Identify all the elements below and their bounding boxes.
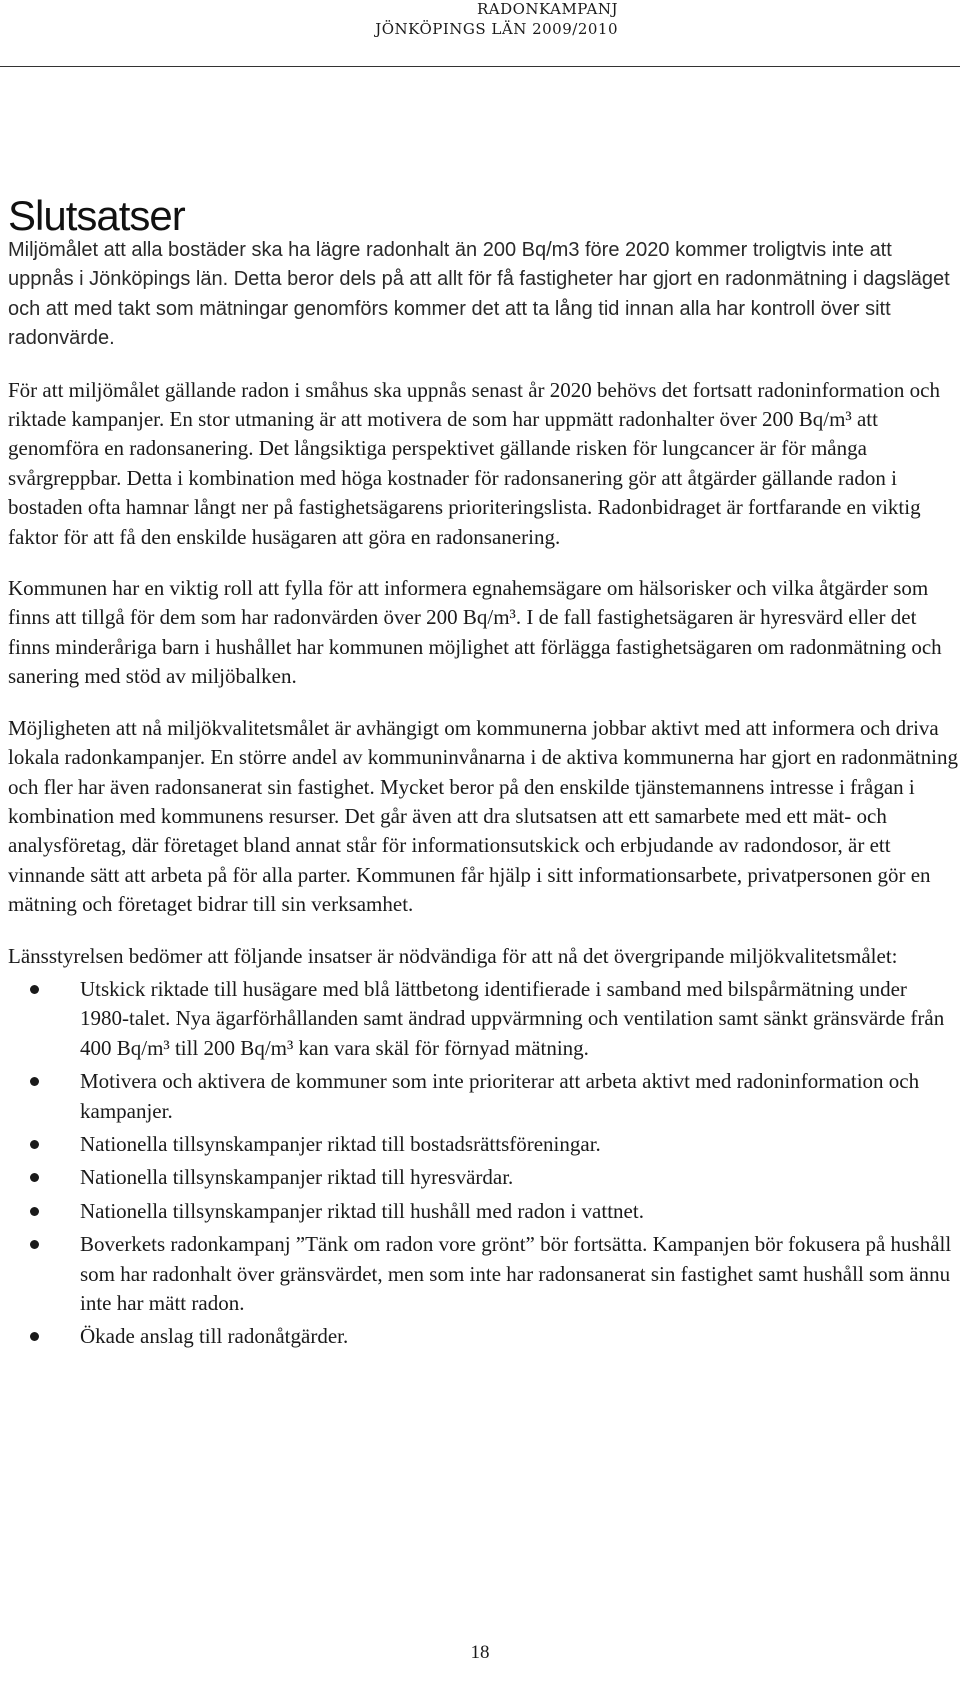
header-subtitle: JÖNKÖPINGS LÄN 2009/2010 xyxy=(375,20,618,38)
paragraph-county-board: Länsstyrelsen bedömer att följande insatser är nödvändiga för att nå det övergripande miljökvalitetsmålet: xyxy=(8,943,898,968)
list-item-text: Motivera och aktivera de kommuner som inte prioriterar att arbeta aktivt med radoninformation och kampanjer. xyxy=(80,1069,920,1123)
list-item xyxy=(8,1322,958,1351)
list-item xyxy=(8,1163,958,1192)
header-divider xyxy=(0,66,960,67)
list-item-text: Ökade anslag till radonåtgärder. xyxy=(80,1324,349,1349)
bullet-icon xyxy=(30,985,39,994)
measures-list xyxy=(8,975,958,1352)
bullet-icon xyxy=(30,1332,39,1341)
header-title: RADONKAMPANJ xyxy=(476,0,618,18)
bullet-icon xyxy=(30,1207,39,1216)
list-item-text: Nationella tillsynskampanjer riktad till hushåll med radon i vattnet. xyxy=(80,1198,644,1223)
list-item xyxy=(8,1230,958,1318)
bullet-icon xyxy=(30,1140,39,1149)
paragraph-municipality-role: Kommunen har en viktig roll att fylla för att informera egnahemsägare om hälsorisker och vilka åtgärder som finns att tillgå för dem som har radonvärden över 200 Bq/m³. I de fall fastighetsägaren är hyresvärd eller det finns minderåriga barn i hushållet har kommunen möjlighet att förlägga fastighetsägaren om radonmätning och sanering med stöd av miljöbalken. xyxy=(8,576,942,689)
page-header xyxy=(0,0,960,66)
bullet-icon xyxy=(30,1173,39,1182)
list-item xyxy=(8,1067,958,1126)
paragraph-campaigns: För att miljömålet gällande radon i småhus ska uppnås senast år 2020 behövs det fortsatt radoninformation och riktade kampanjer. En stor utmaning är att motivera de som har uppmätt radonhalter över 200 Bq/m³ att genomföra en radonsanering. Det långsiktiga perspektivet gällande risken för lungcancer är för många svårgreppbar. Detta i kombination med höga kostnader för radonsanering gör att åtgärder gällande radon i bostaden ofta hamnar långt ner på fastighetsägarens prioriteringslista. Radonbidraget är fortfarande en viktig faktor för att få den enskilde husägaren att göra en radonsanering. xyxy=(8,377,940,549)
list-item-text: Utskick riktade till husägare med blå lättbetong identifierade i samband med bilspårmätning under 1980-talet. Nya ägarförhållanden samt ändrad uppvärmning och ventilation samt sänkt gränsvärde från 400 Bq/m³ till 200 Bq/m³ kan vara skäl för förnyad mätning. xyxy=(80,976,945,1060)
page-number: 18 xyxy=(470,1642,490,1663)
list-item xyxy=(8,1197,958,1226)
list-item xyxy=(8,1130,958,1159)
section-title: Slutsatser xyxy=(8,192,185,239)
bullet-icon xyxy=(30,1240,39,1249)
list-item-text: Nationella tillsynskampanjer riktad till bostadsrättsföreningar. xyxy=(80,1131,601,1156)
paragraph-intro: Miljömålet att alla bostäder ska ha lägre radonhalt än 200 Bq/m3 före 2020 kommer troligtvis inte att uppnås i Jönköpings län. Detta beror dels på att allt för få fastigheter har gjort en radonmätning i dagsläget och att med takt som mätningar genomförs kommer det att ta lång tid innan alla har kontroll över sitt radonvärde. xyxy=(8,239,950,350)
list-item xyxy=(8,975,958,1063)
paragraph-opportunity: Möjligheten att nå miljökvalitetsmålet är avhängigt om kommunerna jobbar aktivt med att informera och driva lokala radonkampanjer. En större andel av kommuninvånarna i de aktiva kommunerna har gjort en radonmätning och fler har även radonsanerat sin fastighet. Mycket beror på den enskilde tjänstemannens intresse i frågan i kombination med kommunens resurser. Det går även att dra slutsatsen att ett samarbete med ett mät- och analysföretag, där företaget bland annat står för informationsutskick och erbjudande av radondosor, är ett vinnande sätt att arbeta på för alla parter. Kommunen får hjälp i sitt informationsarbete, privatpersonen gör en mätning och företaget bidrar till sin verksamhet. xyxy=(8,715,958,917)
bullet-icon xyxy=(30,1077,39,1086)
document-body xyxy=(8,190,958,1356)
list-item-text: Nationella tillsynskampanjer riktad till hyresvärdar. xyxy=(80,1165,514,1190)
list-item-text: Boverkets radonkampanj ”Tänk om radon vore grönt” bör fortsätta. Kampanjen bör fokusera på hushåll som har radonhalt över gränsvärdet, men som inte har radonsanerat sin fastighet samt hushåll som ännu inte har mätt radon. xyxy=(80,1232,952,1315)
